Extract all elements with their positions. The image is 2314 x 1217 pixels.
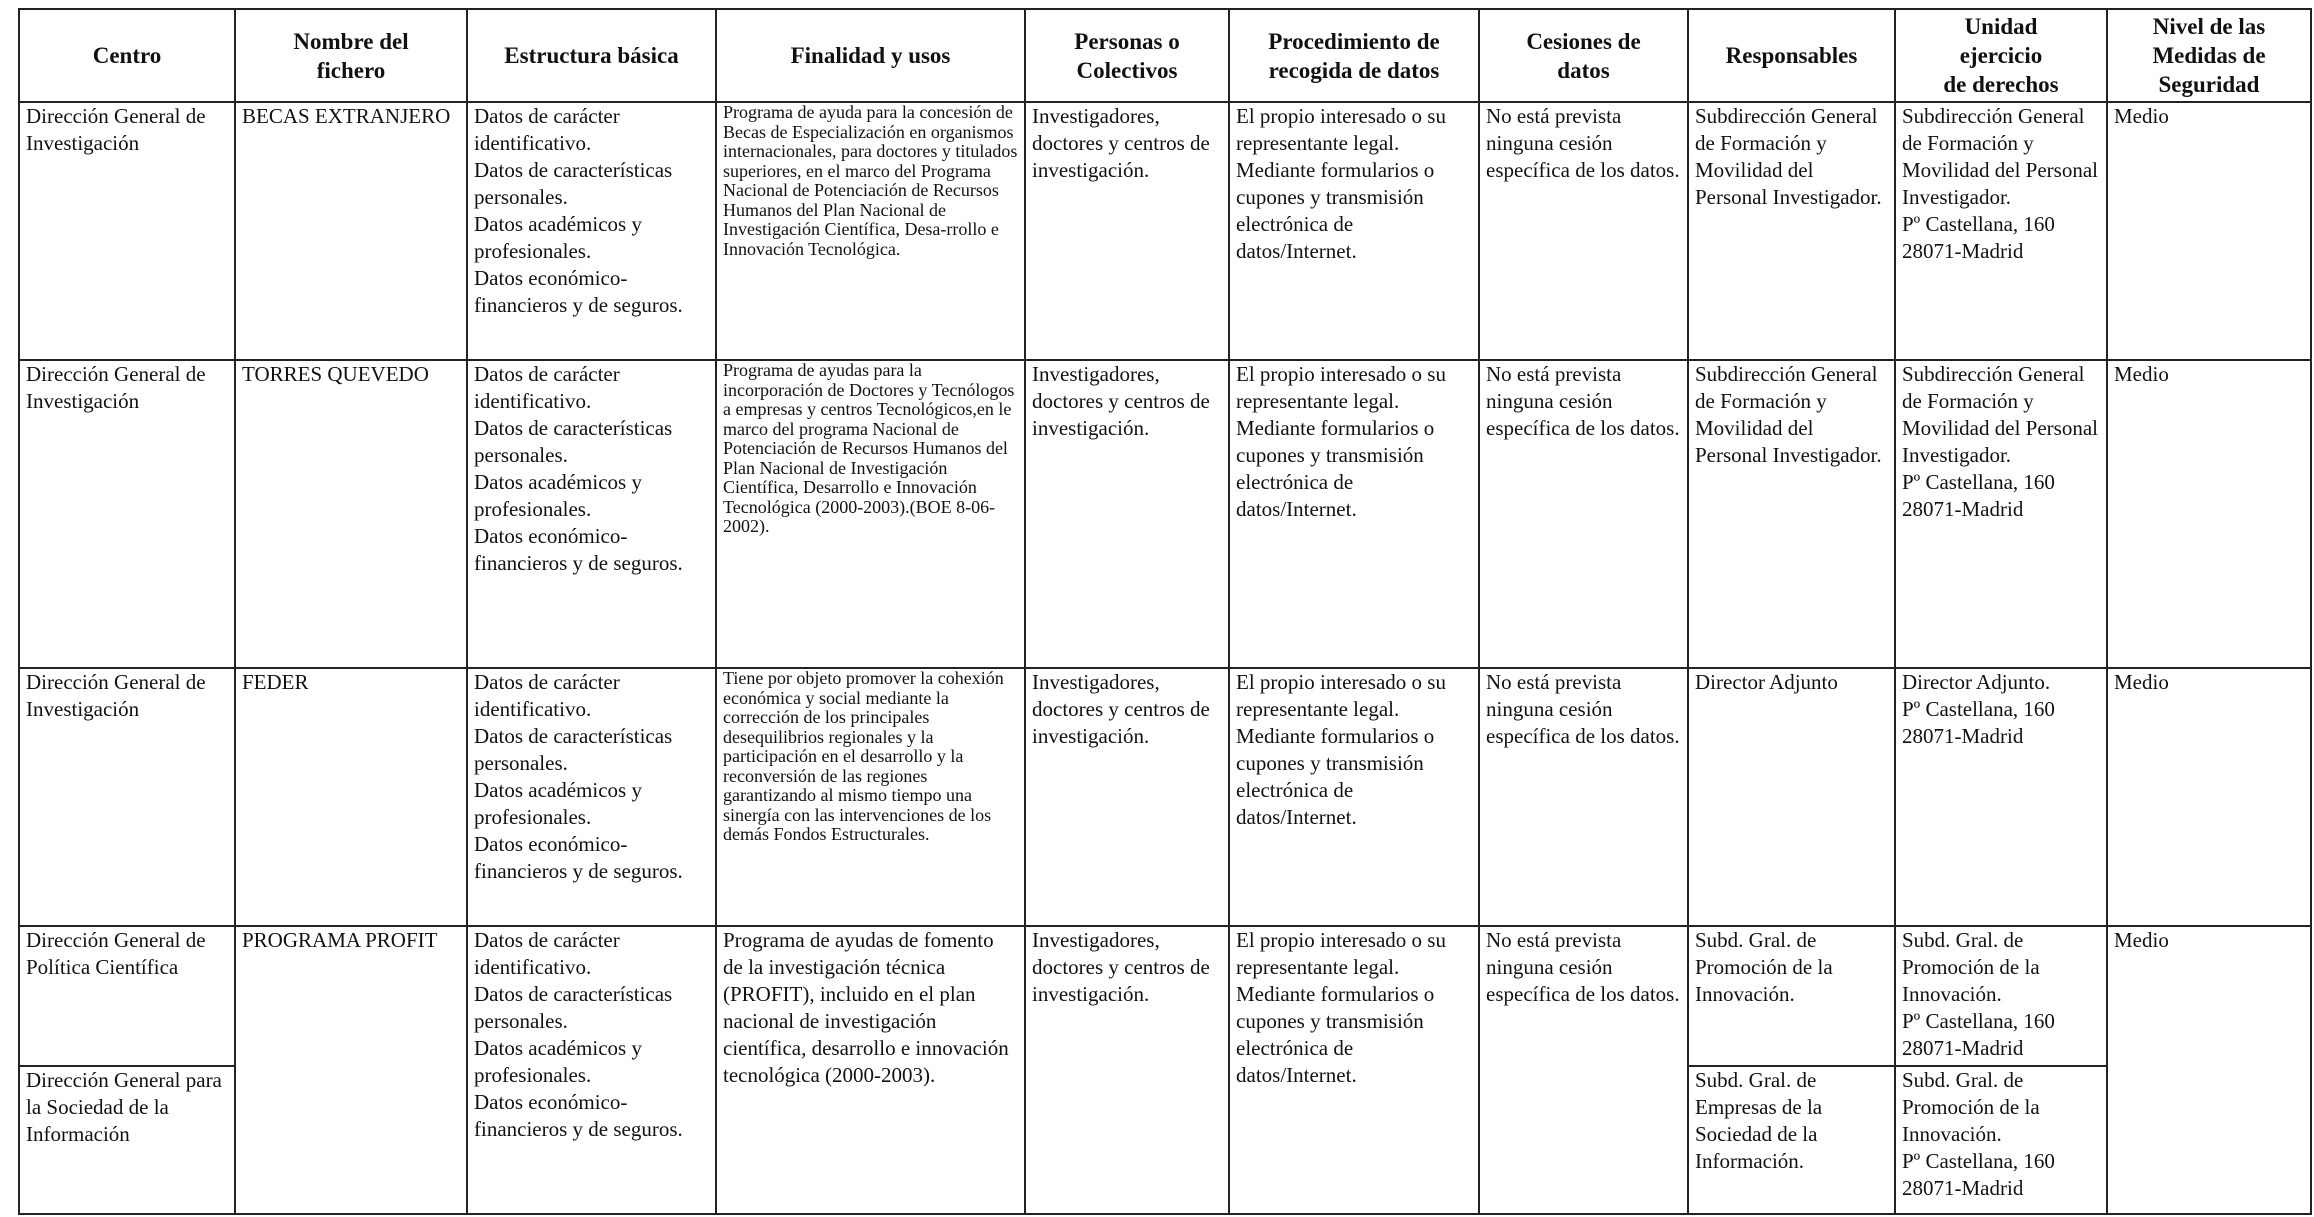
cell-personas: Investigadores, doctores y centros de investigación. — [1025, 360, 1229, 668]
cell-procedimiento: El propio interesado o su representante legal. Mediante formularios o cupones y transmisión electrónica de datos/Internet. — [1229, 926, 1479, 1214]
cell-estructura: Datos de carácter identificativo. Datos de características personales. Datos académicos y profesionales. Datos económico-financieros y de seguros. — [467, 926, 716, 1214]
header-finalidad: Finalidad y usos — [716, 9, 1025, 102]
data-files-table — [18, 8, 2312, 1215]
cell-nivel: Medio — [2107, 668, 2311, 926]
cell-finalidad: Programa de ayudas para la incorporación de Doctores y Tecnólogos a empresas y centros Tecnológicos,en le marco del programa Nacional de Potenciación de Recursos Humanos del Plan Nacional de Investigación Científica, Desarrollo e Innovación Tecnológica (2000-2003).(BOE 8-06-2002). — [716, 360, 1025, 668]
cell-responsables: Subd. Gral. de Promoción de la Innovación. — [1688, 926, 1895, 1066]
table-row — [19, 926, 2311, 1066]
header-personas: Personas o Colectivos — [1025, 9, 1229, 102]
cell-unidad: Subd. Gral. de Promoción de la Innovación. Pº Castellana, 160 28071-Madrid — [1895, 926, 2107, 1066]
cell-centro: Dirección General de Política Científica — [19, 926, 235, 1066]
cell-cesiones: No está prevista ninguna cesión específica de los datos. — [1479, 926, 1688, 1214]
cell-cesiones: No está prevista ninguna cesión específica de los datos. — [1479, 668, 1688, 926]
cell-procedimiento: El propio interesado o su representante legal. Mediante formularios o cupones y transmisión electrónica de datos/Internet. — [1229, 360, 1479, 668]
cell-centro: Dirección General de Investigación — [19, 668, 235, 926]
cell-personas: Investigadores, doctores y centros de investigación. — [1025, 668, 1229, 926]
cell-unidad: Subdirección General de Formación y Movilidad del Personal Investigador. Pº Castellana, 160 28071-Madrid — [1895, 360, 2107, 668]
cell-finalidad: Tiene por objeto promover la cohexión económica y social mediante la corrección de los principales desequilibrios regionales y la participación en el desarrollo y la reconversión de las regiones garantizando al mismo tiempo una sinergía con las intervenciones de los demás Fondos Estructurales. — [716, 668, 1025, 926]
cell-centro: Dirección General de Investigación — [19, 102, 235, 360]
header-procedimiento: Procedimiento de recogida de datos — [1229, 9, 1479, 102]
cell-cesiones: No está prevista ninguna cesión específica de los datos. — [1479, 360, 1688, 668]
table-row — [19, 360, 2311, 668]
cell-nombre: FEDER — [235, 668, 467, 926]
cell-responsables: Director Adjunto — [1688, 668, 1895, 926]
header-unidad: Unidad ejercicio de derechos — [1895, 9, 2107, 102]
cell-procedimiento: El propio interesado o su representante legal. Mediante formularios o cupones y transmisión electrónica de datos/Internet. — [1229, 668, 1479, 926]
table-row — [19, 668, 2311, 926]
cell-finalidad: Programa de ayuda para la concesión de Becas de Especialización en organismos internacionales, para doctores y titulados superiores, en el marco del Programa Nacional de Potenciación de Recursos Humanos del Plan Nacional de Investigación Científica, Desa-rrollo e Innovación Tecnológica. — [716, 102, 1025, 360]
cell-responsables: Subdirección General de Formación y Movilidad del Personal Investigador. — [1688, 102, 1895, 360]
cell-unidad: Subd. Gral. de Promoción de la Innovación. Pº Castellana, 160 28071-Madrid — [1895, 1066, 2107, 1214]
cell-cesiones: No está prevista ninguna cesión específica de los datos. — [1479, 102, 1688, 360]
header-cesiones: Cesiones de datos — [1479, 9, 1688, 102]
cell-centro: Dirección General de Investigación — [19, 360, 235, 668]
table-row — [19, 102, 2311, 360]
cell-finalidad: Programa de ayudas de fomento de la investigación técnica (PROFIT), incluido en el plan nacional de investigación científica, desarrollo e innovación tecnológica (2000-2003). — [716, 926, 1025, 1214]
cell-responsables: Subd. Gral. de Empresas de la Sociedad de la Información. — [1688, 1066, 1895, 1214]
header-estructura: Estructura básica — [467, 9, 716, 102]
cell-estructura: Datos de carácter identificativo. Datos de características personales. Datos académicos y profesionales. Datos económico-financieros y de seguros. — [467, 102, 716, 360]
table-header-row — [19, 9, 2311, 102]
cell-unidad: Director Adjunto. Pº Castellana, 160 28071-Madrid — [1895, 668, 2107, 926]
cell-centro: Dirección General para la Sociedad de la Información — [19, 1066, 235, 1214]
cell-personas: Investigadores, doctores y centros de investigación. — [1025, 926, 1229, 1214]
header-responsables: Responsables — [1688, 9, 1895, 102]
cell-nombre: TORRES QUEVEDO — [235, 360, 467, 668]
cell-estructura: Datos de carácter identificativo. Datos de características personales. Datos académicos y profesionales. Datos económico-financieros y de seguros. — [467, 360, 716, 668]
cell-nombre: BECAS EXTRANJERO — [235, 102, 467, 360]
cell-nivel: Medio — [2107, 360, 2311, 668]
cell-unidad: Subdirección General de Formación y Movilidad del Personal Investigador. Pº Castellana, 160 28071-Madrid — [1895, 102, 2107, 360]
header-centro: Centro — [19, 9, 235, 102]
cell-responsables: Subdirección General de Formación y Movilidad del Personal Investigador. — [1688, 360, 1895, 668]
cell-nivel: Medio — [2107, 926, 2311, 1214]
cell-nivel: Medio — [2107, 102, 2311, 360]
header-nombre: Nombre del fichero — [235, 9, 467, 102]
cell-procedimiento: El propio interesado o su representante legal. Mediante formularios o cupones y transmisión electrónica de datos/Internet. — [1229, 102, 1479, 360]
cell-nombre: PROGRAMA PROFIT — [235, 926, 467, 1214]
cell-personas: Investigadores, doctores y centros de investigación. — [1025, 102, 1229, 360]
cell-estructura: Datos de carácter identificativo. Datos de características personales. Datos académicos y profesionales. Datos económico-financieros y de seguros. — [467, 668, 716, 926]
header-nivel: Nivel de las Medidas de Seguridad — [2107, 9, 2311, 102]
